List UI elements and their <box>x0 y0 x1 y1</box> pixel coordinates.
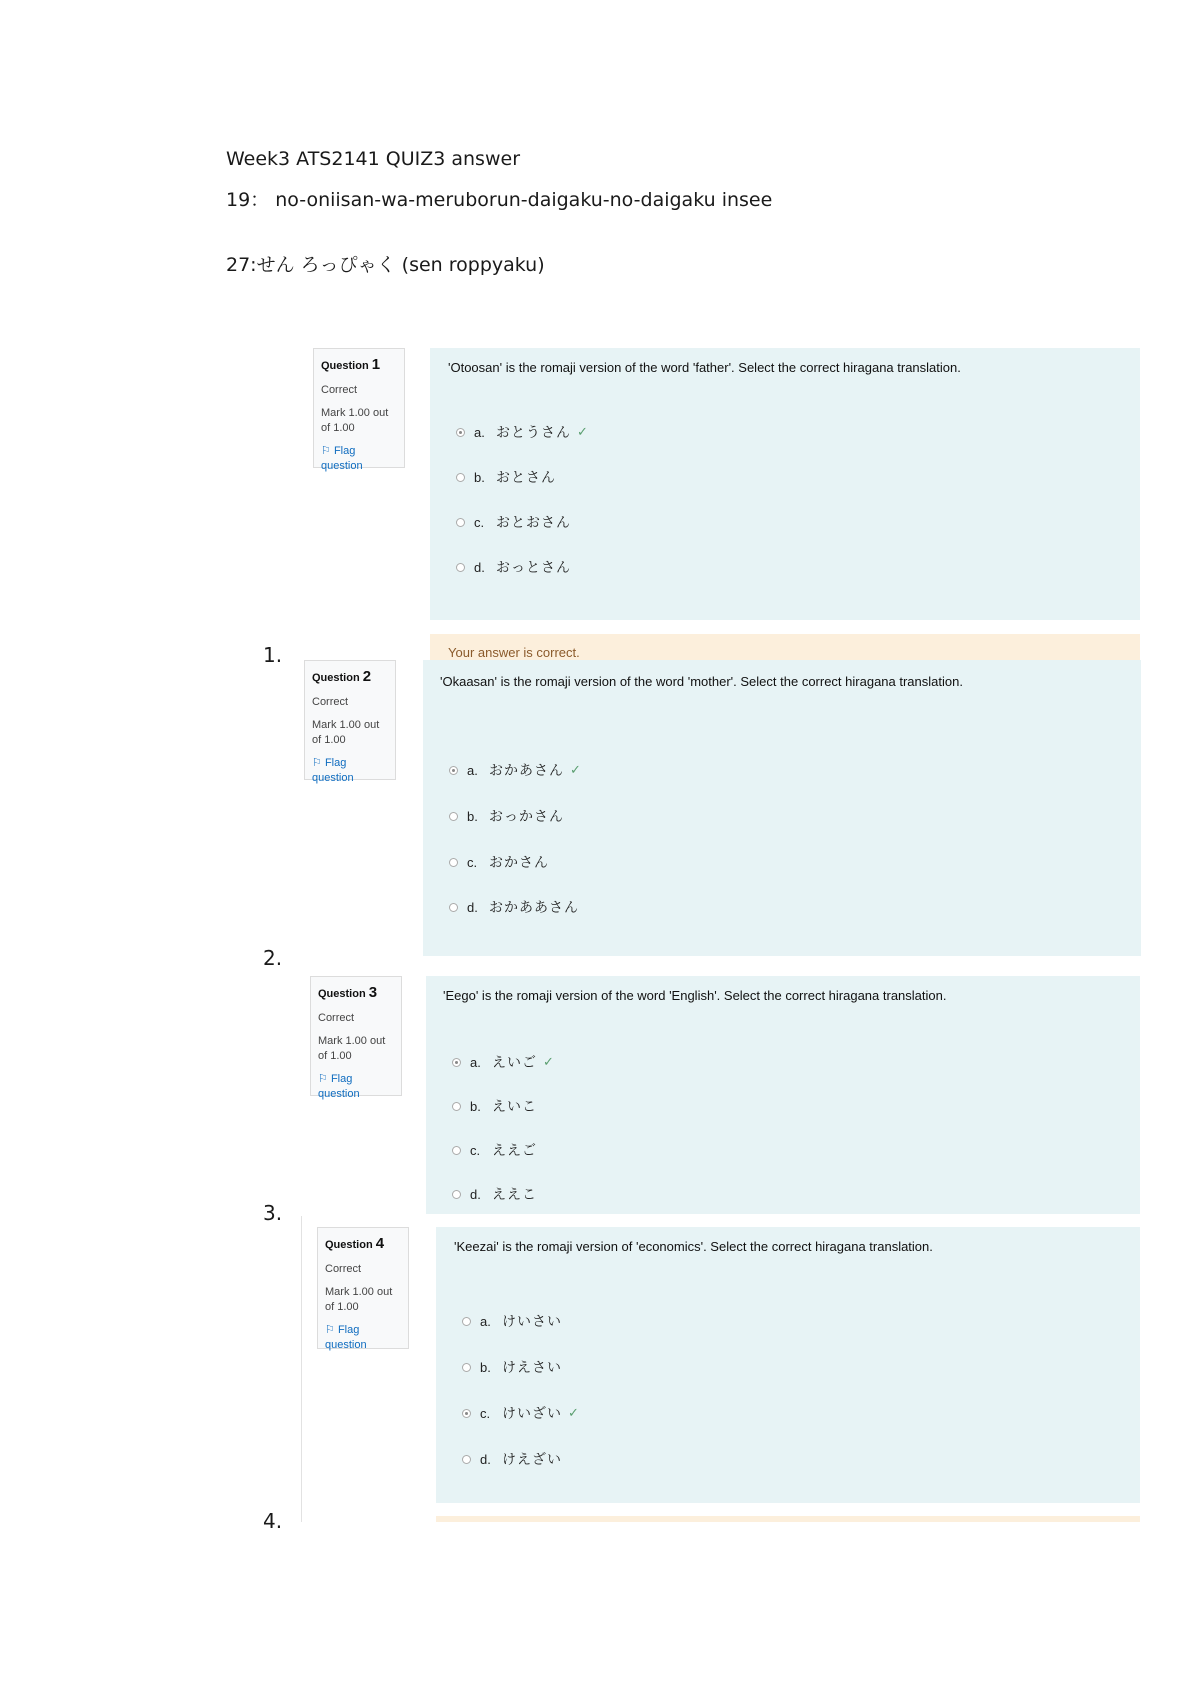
question-state: Correct <box>312 696 349 709</box>
option-c[interactable]: c. ええご <box>452 1140 537 1160</box>
option-c[interactable]: c. けいざい ✓ <box>462 1403 579 1423</box>
check-icon: ✓ <box>568 1405 579 1420</box>
list-number-3: 3. <box>263 1201 283 1225</box>
question-text: 'Eego' is the romaji version of the word 'English'. Select the correct hiragana translation. <box>443 988 947 1003</box>
question-card-4 <box>436 1227 1140 1503</box>
divider <box>301 1216 302 1522</box>
question-card-2 <box>423 660 1141 956</box>
radio-button[interactable] <box>462 1363 471 1372</box>
feedback-text: Your answer is correct. <box>448 645 580 660</box>
flag-question-link[interactable]: ⚐ Flag question <box>312 756 354 784</box>
flag-question-link[interactable]: ⚐ Flag question <box>318 1072 360 1100</box>
option-a[interactable]: a. おかあさん ✓ <box>449 760 581 780</box>
option-d[interactable]: d. おかああさん <box>449 897 579 917</box>
radio-button[interactable] <box>449 812 458 821</box>
flag-question-link[interactable]: ⚐ Flag question <box>321 444 363 472</box>
question-info-3 <box>310 976 402 1100</box>
radio-button[interactable] <box>462 1455 471 1464</box>
option-b[interactable]: b. けえさい <box>462 1357 562 1377</box>
question-state: Correct <box>321 384 358 397</box>
question-state: Correct <box>318 1012 355 1025</box>
option-b[interactable]: b. おっかさん <box>449 806 564 826</box>
question-mark: Mark 1.00 out of 1.00 <box>325 1286 393 1313</box>
flag-icon: ⚐ <box>325 1323 335 1336</box>
option-d[interactable]: d. けえざい <box>462 1449 562 1469</box>
question-label: Question 2 <box>312 668 372 685</box>
option-a[interactable]: a. けいさい <box>462 1311 562 1331</box>
question-info-4 <box>317 1227 409 1349</box>
question-mark: Mark 1.00 out of 1.00 <box>321 407 389 434</box>
list-number-1: 1. <box>263 643 283 667</box>
radio-button[interactable] <box>456 518 465 527</box>
radio-button[interactable] <box>456 563 465 572</box>
list-number-4: 4. <box>263 1509 283 1533</box>
radio-button[interactable] <box>449 766 458 775</box>
question-label: Question 1 <box>321 356 381 373</box>
feedback-box <box>430 634 1140 660</box>
radio-button[interactable] <box>452 1058 461 1067</box>
radio-button[interactable] <box>456 428 465 437</box>
option-b[interactable]: b. おとさん <box>456 467 556 487</box>
radio-button[interactable] <box>452 1146 461 1155</box>
question-text: 'Keezai' is the romaji version of 'economics'. Select the correct hiragana translation. <box>454 1239 933 1254</box>
question-info-2 <box>304 660 396 784</box>
question-text: 'Otoosan' is the romaji version of the word 'father'. Select the correct hiragana translation. <box>448 360 961 375</box>
check-icon: ✓ <box>543 1054 554 1069</box>
option-a[interactable]: a. おとうさん ✓ <box>456 422 588 442</box>
question-state: Correct <box>325 1263 362 1276</box>
question-card-1 <box>430 348 1140 620</box>
check-icon: ✓ <box>577 424 588 439</box>
option-d[interactable]: d. おっとさん <box>456 557 571 577</box>
list-number-2: 2. <box>263 946 283 970</box>
feedback-box <box>436 1516 1140 1522</box>
option-d[interactable]: d. ええこ <box>452 1184 537 1204</box>
option-b[interactable]: b. えいこ <box>452 1096 537 1116</box>
flag-question-link[interactable]: ⚐ Flag question <box>325 1323 367 1351</box>
flag-icon: ⚐ <box>318 1072 328 1085</box>
flag-icon: ⚐ <box>312 756 322 769</box>
option-c[interactable]: c. おかさん <box>449 852 549 872</box>
radio-button[interactable] <box>449 903 458 912</box>
question-label: Question 4 <box>325 1235 385 1252</box>
answer-note-19: 19： no-oniisan-wa-meruborun-daigaku-no-daigaku insee <box>226 189 773 211</box>
answer-note-27: 27:せん ろっぴゃく (sen roppyaku) <box>226 254 545 276</box>
question-info-1 <box>313 348 405 472</box>
question-mark: Mark 1.00 out of 1.00 <box>318 1035 386 1062</box>
check-icon: ✓ <box>570 762 581 777</box>
flag-icon: ⚐ <box>321 444 331 457</box>
question-label: Question 3 <box>318 984 378 1001</box>
radio-button[interactable] <box>462 1409 471 1418</box>
radio-button[interactable] <box>452 1190 461 1199</box>
radio-button[interactable] <box>452 1102 461 1111</box>
option-c[interactable]: c. おとおさん <box>456 512 571 532</box>
question-mark: Mark 1.00 out of 1.00 <box>312 719 380 746</box>
question-card-3 <box>426 976 1140 1214</box>
document-title: Week3 ATS2141 QUIZ3 answer <box>226 148 520 170</box>
radio-button[interactable] <box>456 473 465 482</box>
radio-button[interactable] <box>449 858 458 867</box>
radio-button[interactable] <box>462 1317 471 1326</box>
question-text: 'Okaasan' is the romaji version of the word 'mother'. Select the correct hiragana translation. <box>440 674 963 689</box>
option-a[interactable]: a. えいご ✓ <box>452 1052 554 1072</box>
